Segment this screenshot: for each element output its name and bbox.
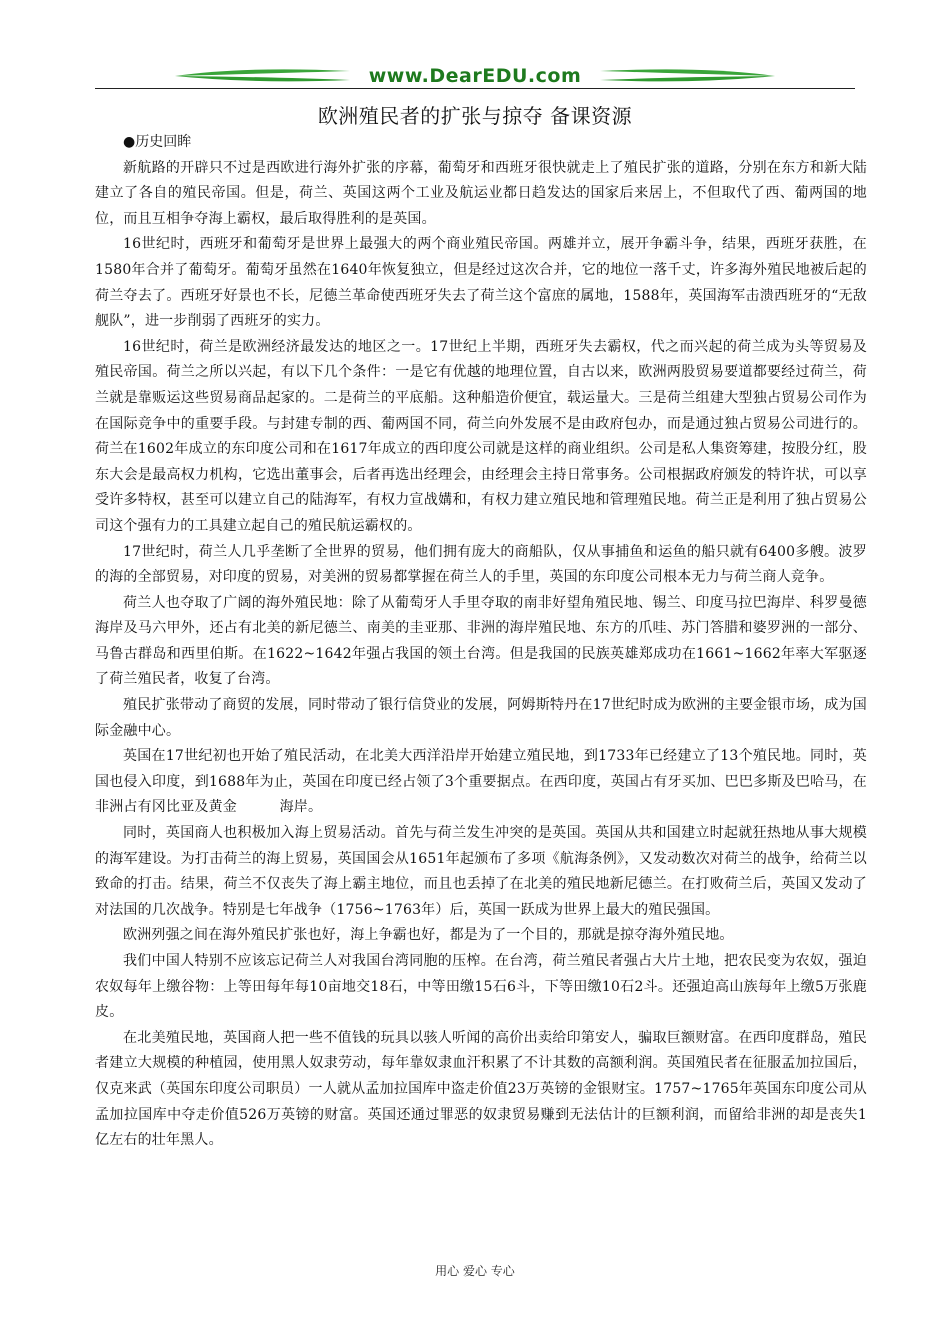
page-title: 欧洲殖民者的扩张与掠夺 备课资源: [317, 104, 633, 128]
paragraph: 16世纪时，西班牙和葡萄牙是世界上最强大的两个商业殖民帝国。两雄并立，展开争霸斗争，结果，西班牙获胜，在1580年合并了葡萄牙。葡萄牙虽然在1640年恢复独立，但是经过这次合并，它的地位一落千丈，许多海外殖民地被后起的荷兰夺去了。西班牙好景也不长，尼德兰革命使西班牙失去了荷兰这个富庶的属地，1588年，英国海军击溃西班牙的“无敌舰队”，进一步削弱了西班牙的实力。: [95, 236, 867, 330]
paragraph: 新航路的开辟只不过是西欧进行海外扩张的序幕，葡萄牙和西班牙很快就走上了殖民扩张的道路，分别在东方和新大陆建立了各自的殖民帝国。但是，荷兰、英国这两个工业及航运业都日趋发达的国家后来居上，不但取代了西、葡两国的地位，而且互相争夺海上霸权，最后取得胜利的是英国。: [95, 159, 867, 227]
paragraph: 荷兰人也夺取了广阔的海外殖民地：除了从葡萄牙人手里夺取的南非好望角殖民地、锡兰、印度马拉巴海岸、科罗曼德海岸及马六甲外，还占有北美的新尼德兰、南美的圭亚那、非洲的海岸殖民地、东方的爪哇、苏门答腊和婆罗洲的一部分、马鲁古群岛和西里伯斯。在1622~1642年强占我国的领土台湾。但是我国的民族英雄郑成功在1661~1662年率大军驱逐了荷兰殖民者，收复了台湾。: [95, 594, 867, 688]
paragraph: 16世纪时，荷兰是欧洲经济最发达的地区之一。17世纪上半期，西班牙失去霸权，代之而兴起的荷兰成为头等贸易及殖民帝国。荷兰之所以兴起，有以下几个条件：一是它有优越的地理位置，自古以来，欧洲两股贸易要道都要经过荷兰，荷兰就是靠贩运这些贸易商品起家的。二是荷兰的平底船。这种船造价便宜，载运量大。三是荷兰组建大型独占贸易公司作为在国际竞争中的重要手段。与封建专制的西、葡两国不同，荷兰向外发展不是由政府包办，而是通过独占贸易公司进行的。荷兰在1602年成立的东印度公司和在1617年成立的西印度公司就是这样的商业组织。公司是私人集资筹建，按股分红，股东大会是最高权力机构，它选出董事会，后者再选出经理会，由经理会主持日常事务。公司根据政府颁发的特许状，可以享受许多特权，甚至可以建立自己的陆海军，有权力宣战媾和，有权力建立殖民地和管理殖民地。荷兰正是利用了独占贸易公司这个强有力的工具建立起自己的殖民航运霸权的。: [95, 338, 867, 534]
paragraph: 17世纪时，荷兰人几乎垄断了全世界的贸易，他们拥有庞大的商船队，仅从事捕鱼和运鱼的船只就有6400多艘。波罗的海的全部贸易，对印度的贸易，对美洲的贸易都掌握在荷兰人的手里，英国的东印度公司根本无力与荷兰商人竞争。: [95, 543, 867, 586]
section-heading: ●历史回眸: [123, 134, 192, 150]
paragraph: 同时，英国商人也积极加入海上贸易活动。首先与荷兰发生冲突的是英国。英国从共和国建立时起就狂热地从事大规模的海军建设。为打击荷兰的海上贸易，英国国会从1651年起颁布了多项《航海条例》，又发动数次对荷兰的战争，给荷兰以致命的打击。结果，荷兰不仅丧失了海上霸主地位，而且也丢掉了在北美的殖民地新尼德兰。在打败荷兰后，英国又发动了对法国的几次战争。特别是七年战争（1756~1763年）后，英国一跃成为世界上最大的殖民强国。: [95, 825, 867, 918]
page-footer: 用心 爱心 专心: [435, 1264, 515, 1278]
site-logo-text[interactable]: www.DearEDU.com: [368, 65, 582, 87]
paragraph: 殖民扩张带动了商贸的发展，同时带动了银行信贷业的发展，阿姆斯特丹在17世纪时成为欧洲的主要金银市场，成为国际金融中心。: [95, 697, 867, 739]
paragraph: 在北美殖民地，英国商人把一些不值钱的玩具以骇人听闻的高价出卖给印第安人，骗取巨额财富。在西印度群岛，殖民者建立大规模的种植园，使用黑人奴隶劳动，每年靠奴隶血汗积累了不计其数的高额利润。英国殖民者在征服孟加拉国后，仅克来武（英国东印度公司职员）一人就从孟加拉国库中盗走价值23万英镑的金银财宝。1757~1765年英国东印度公司从孟加拉国库中夺走价值526万英镑的财富。英国还通过罪恶的奴隶贸易赚到无法估计的巨额利润，而留给非洲的却是丧失1亿左右的壮年黑人。: [95, 1029, 867, 1149]
paragraph: 欧洲列强之间在海外殖民扩张也好，海上争霸也好，都是为了一个目的，那就是掠夺海外殖民地。: [123, 927, 734, 944]
document-body: [95, 130, 867, 1154]
paragraph: 英国在17世纪初也开始了殖民活动，在北美大西洋沿岸开始建立殖民地，到1733年已经建立了13个殖民地。同时，英国也侵入印度，到1688年为止，英国在印度已经占领了3个重要据点。在西印度，英国占有牙买加、巴巴多斯及巴哈马，在非洲占有冈比亚及黄金 海岸。: [95, 748, 867, 816]
header-divider: [95, 88, 855, 89]
paragraph: 我们中国人特别不应该忘记荷兰人对我国台湾同胞的压榨。在台湾，荷兰殖民者强占大片土地，把农民变为农奴，强迫农奴每年上缴谷物：上等田每年每10亩地交18石，中等田缴15石6斗，下等田缴10石2斗。还强迫高山族每年上缴5万张鹿皮。: [95, 953, 867, 1021]
